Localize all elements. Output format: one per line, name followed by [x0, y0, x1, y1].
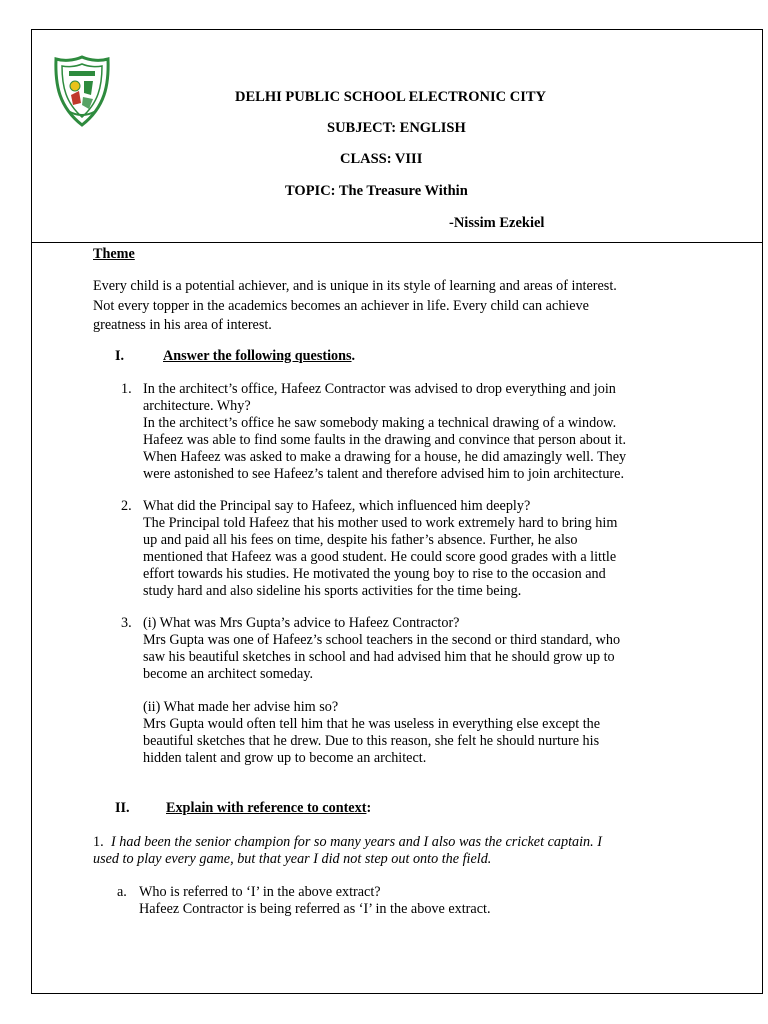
theme-line: Every child is a potential achiever, and is unique in its style of learning and areas of interest.	[93, 278, 617, 294]
school-crest-icon	[51, 55, 113, 127]
section2-heading-end: :	[366, 800, 372, 816]
section2-heading	[166, 800, 371, 817]
q1-line: Hafeez was able to find some faults in the drawing and convince that person about it.	[143, 432, 627, 448]
section1-numeral: I.	[115, 348, 125, 364]
q2-line: mentioned that Hafeez was a good student. He could score good grades with a little	[143, 549, 617, 565]
q1-line: In the architect’s office he saw somebody making a technical drawing of a window.	[143, 415, 617, 431]
q1-block	[143, 381, 626, 483]
q3-number: 3.	[121, 615, 132, 631]
q2-number: 2.	[121, 498, 132, 514]
q1-line: When Hafeez was asked to make a drawing for a house, he did amazingly well. They	[143, 449, 627, 465]
class-line: CLASS: VIII	[340, 151, 423, 167]
q3-sub-block	[143, 699, 600, 767]
theme-line: Not every topper in the academics becomes an achiever in life. Every child can achieve	[93, 297, 589, 314]
q2-line: The Principal told Hafeez that his mother used to work extremely hard to bring him	[143, 515, 618, 531]
theme-heading: Theme	[93, 246, 135, 262]
q2-line: up and paid all his fees on time, despite his father’s absence. Further, he also	[143, 532, 578, 548]
topic-line: TOPIC: The Treasure Within	[285, 183, 468, 199]
question-a-label: a.	[117, 884, 127, 900]
q1-line: architecture. Why?	[143, 398, 251, 414]
answer-a-text: Hafeez Contractor is being referred as ‘I’ in the above extract.	[139, 901, 491, 917]
q3-block	[143, 615, 620, 683]
section1-heading-end: .	[351, 348, 356, 364]
section1-heading-text: Answer the following questions	[163, 348, 352, 364]
extract-line: used to play every game, but that year I did not step out onto the field.	[93, 851, 492, 867]
q3-sub-line: beautiful sketches that he drew. Due to this reason, she felt he should nurture his	[143, 733, 600, 749]
q2-line: study hard and also sideline his sports activities for the time being.	[143, 583, 522, 599]
q2-line: effort towards his studies. He motivated the young boy to rise to the occasion and	[143, 566, 606, 582]
q3-line: saw his beautiful sketches in school and had advised him that he should grow up to	[143, 649, 615, 665]
section2-numeral: II.	[115, 800, 130, 816]
q2-line: What did the Principal say to Hafeez, which influenced him deeply?	[143, 498, 531, 514]
extract-line: I had been the senior champion for so many years and I also was the cricket captain. I	[111, 834, 602, 850]
question-a-text: Who is referred to ‘I’ in the above extract?	[139, 884, 381, 900]
school-name: DELHI PUBLIC SCHOOL ELECTRONIC CITY	[235, 89, 547, 105]
q3-line: become an architect someday.	[143, 666, 314, 682]
subject-line: SUBJECT: ENGLISH	[327, 120, 466, 136]
q2-block	[143, 498, 617, 600]
section2-heading-text: Explain with reference to context	[166, 800, 367, 816]
q3-sub-line: Mrs Gupta would often tell him that he was useless in everything else except the	[143, 716, 601, 732]
q3-sub-line: (ii) What made her advise him so?	[143, 699, 339, 715]
q1-line: were astonished to see Hafeez’s talent and therefore advised him to join architecture.	[143, 466, 624, 482]
theme-paragraph	[93, 277, 617, 336]
header-divider	[32, 242, 762, 243]
extract-block	[93, 834, 602, 868]
extract-number: 1.	[93, 834, 104, 850]
q3-line: (i) What was Mrs Gupta’s advice to Hafeez Contractor?	[143, 615, 460, 631]
author-line: -Nissim Ezekiel	[449, 215, 545, 231]
q3-line: Mrs Gupta was one of Hafeez’s school teachers in the second or third standard, who	[143, 632, 621, 648]
q1-number: 1.	[121, 381, 132, 397]
q1-line: In the architect’s office, Hafeez Contractor was advised to drop everything and join	[143, 381, 616, 397]
section1-heading	[163, 348, 355, 365]
q3-sub-line: hidden talent and grow up to become an architect.	[143, 750, 427, 766]
theme-line: greatness in his area of interest.	[93, 317, 272, 333]
